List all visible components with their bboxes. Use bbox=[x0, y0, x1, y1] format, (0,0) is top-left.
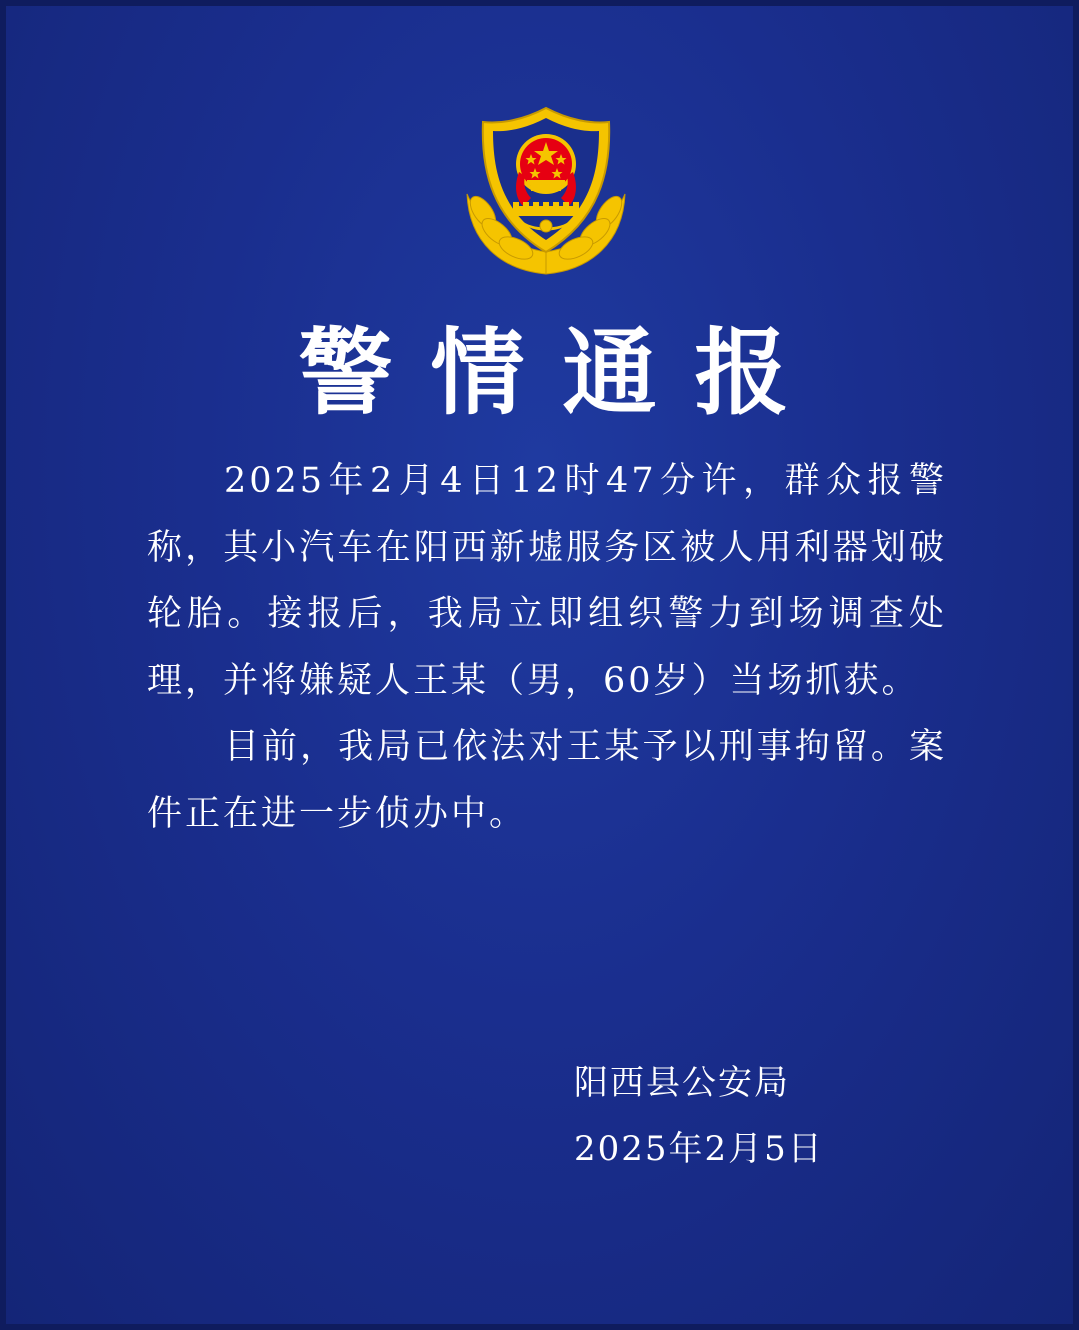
police-emblem-icon bbox=[461, 102, 631, 277]
notice-body bbox=[147, 448, 947, 847]
issuer-name: 阳西县公安局 bbox=[574, 1063, 790, 1103]
notice-paragraph: 2025年2月4日12时47分许，群众报警称，其小汽车在阳西新墟服务区被人用利器划破轮胎。接报后，我局立即组织警力到场调查处理，并将嫌疑人王某（男，60岁）当场抓获。 bbox=[147, 461, 947, 701]
notice-signature bbox=[574, 1052, 824, 1180]
issue-date: 2025年2月5日 bbox=[574, 1129, 824, 1169]
notice-paragraph: 目前，我局已依法对王某予以刑事拘留。案件正在进一步侦办中。 bbox=[147, 727, 947, 834]
notice-title: 警情通报 bbox=[298, 318, 827, 428]
